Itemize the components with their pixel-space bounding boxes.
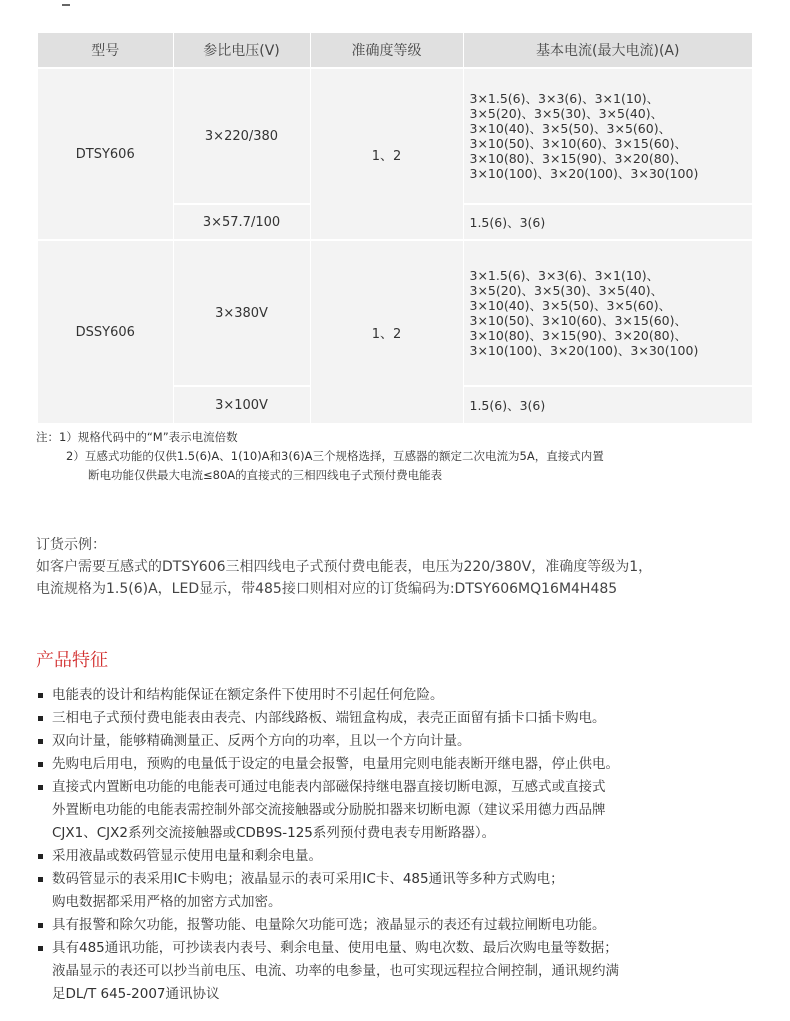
current-line: 1.5(6)、3(6): [469, 214, 546, 230]
spec-table-header-row: [38, 33, 752, 68]
voltage-cell: 3×380V: [173, 240, 310, 386]
features-list: [38, 684, 778, 1006]
current-line: 3×10(100)、3×20(100)、3×30(100): [469, 343, 699, 358]
accuracy-cell: 1、2: [310, 68, 463, 240]
feature-text: 先购电后用电，预购的电量低于设定的电量会报警，电量用完则电能表断开继电器，停止供电。: [52, 756, 619, 772]
order-example-line-1: 如客户需要互感式的DTSY606三相四线电子式预付费电能表，电压为220/380V，准确度等级为1，: [36, 559, 653, 575]
current-line: 3×10(50)、3×10(60)、3×15(60)、: [469, 313, 687, 328]
header-accuracy: 准确度等级: [310, 33, 463, 68]
feature-text: 双向计量，能够精确测量正、反两个方向的功率，且以一个方向计量。: [52, 733, 471, 749]
voltage-cell: 3×57.7/100: [173, 204, 310, 240]
table-row: [38, 68, 752, 204]
top-cropped-mark: [62, 0, 70, 6]
current-line: 3×5(20)、3×5(30)、3×5(40)、: [469, 106, 664, 121]
feature-text: 足DL/T 645-2007通讯协议: [52, 986, 220, 1002]
order-example-line-2: 电流规格为1.5(6)A，LED显示，带485接口则相对应的订货编码为:DTSY606MQ16M4H485: [36, 581, 618, 597]
table-notes: [36, 428, 604, 485]
feature-text: 购电数据都采用严格的加密方式加密。: [52, 894, 282, 910]
order-example: [36, 534, 652, 600]
current-cell: [463, 240, 752, 386]
feature-text: CJX1、CJX2系列交流接触器或CDB9S-125系列预付费电表专用断路器）。: [52, 825, 496, 841]
bullet-icon: [38, 762, 43, 767]
list-item: [38, 868, 778, 914]
list-item: [38, 707, 778, 730]
list-item: [38, 730, 778, 753]
current-cell: [463, 204, 752, 240]
header-current: 基本电流(最大电流)(A): [463, 33, 752, 68]
list-item: [38, 937, 778, 1006]
order-example-title: 订货示例：: [36, 537, 106, 553]
bullet-icon: [38, 693, 43, 698]
note-line-1: 注：1）规格代码中的“M”表示电流倍数: [36, 430, 238, 444]
current-line: 3×10(50)、3×10(60)、3×15(60)、: [469, 136, 687, 151]
voltage-cell: 3×220/380: [173, 68, 310, 204]
list-item: [38, 753, 778, 776]
feature-text: 液晶显示的表还可以抄当前电压、电流、功率的电参量，也可实现远程拉合闸控制，通讯规约满: [52, 963, 619, 979]
current-line: 3×10(80)、3×15(90)、3×20(80)、: [469, 328, 687, 343]
note-line-2: 2）互感式功能的仅供1.5(6)A、1(10)A和3(6)A三个规格选择，互感器的额定二次电流为5A，直接式内置: [66, 449, 604, 463]
feature-text: 电能表的设计和结构能保证在额定条件下使用时不引起任何危险。: [52, 687, 444, 703]
model-cell: DTSY606: [38, 68, 173, 240]
feature-text: 数码管显示的表采用IC卡购电；液晶显示的表可采用IC卡、485通讯等多种方式购电；: [52, 871, 564, 887]
model-cell: DSSY606: [38, 240, 173, 424]
current-cell: [463, 386, 752, 424]
bullet-icon: [38, 877, 43, 882]
current-line: 3×10(100)、3×20(100)、3×30(100): [469, 166, 699, 181]
bullet-icon: [38, 716, 43, 721]
feature-text: 具有报警和除欠功能，报警功能、电量除欠功能可选；液晶显示的表还有过载拉闸断电功能。: [52, 917, 606, 933]
accuracy-cell: 1、2: [310, 240, 463, 424]
list-item: [38, 845, 778, 868]
current-line: 3×10(40)、3×5(50)、3×5(60)、: [469, 298, 672, 313]
current-line: 3×10(80)、3×15(90)、3×20(80)、: [469, 151, 687, 166]
current-cell: [463, 68, 752, 204]
current-line: 3×10(40)、3×5(50)、3×5(60)、: [469, 121, 672, 136]
current-line: 3×5(20)、3×5(30)、3×5(40)、: [469, 283, 664, 298]
bullet-icon: [38, 946, 43, 951]
feature-text: 直接式内置断电功能的电能表可通过电能表内部磁保持继电器直接切断电源，互感式或直接式: [52, 779, 606, 795]
features-title: 产品特征: [36, 650, 108, 671]
current-line: 3×1.5(6)、3×3(6)、3×1(10)、: [469, 91, 660, 106]
current-line: 1.5(6)、3(6): [469, 397, 546, 413]
feature-text: 外置断电功能的电能表需控制外部交流接触器或分励脱扣器来切断电源（建议采用德力西品牌: [52, 802, 606, 818]
bullet-icon: [38, 785, 43, 790]
header-voltage: 参比电压(V): [173, 33, 310, 68]
feature-text: 三相电子式预付费电能表由表壳、内部线路板、端钮盒构成，表壳正面留有插卡口插卡购电。: [52, 710, 606, 726]
list-item: [38, 776, 778, 845]
feature-text: 具有485通讯功能，可抄读表内表号、剩余电量、使用电量、购电次数、最后次购电量等数据；: [52, 940, 618, 956]
bullet-icon: [38, 739, 43, 744]
list-item: [38, 684, 778, 707]
bullet-icon: [38, 854, 43, 859]
note-line-3: 断电功能仅供最大电流≤80A的直接式的三相四线电子式预付费电能表: [88, 468, 443, 482]
table-row: [38, 240, 752, 386]
list-item: [38, 914, 778, 937]
bullet-icon: [38, 923, 43, 928]
voltage-cell: 3×100V: [173, 386, 310, 424]
feature-text: 采用液晶或数码管显示使用电量和剩余电量。: [52, 848, 322, 864]
header-model: 型号: [38, 33, 173, 68]
current-line: 3×1.5(6)、3×3(6)、3×1(10)、: [469, 268, 660, 283]
spec-table: [38, 33, 752, 425]
